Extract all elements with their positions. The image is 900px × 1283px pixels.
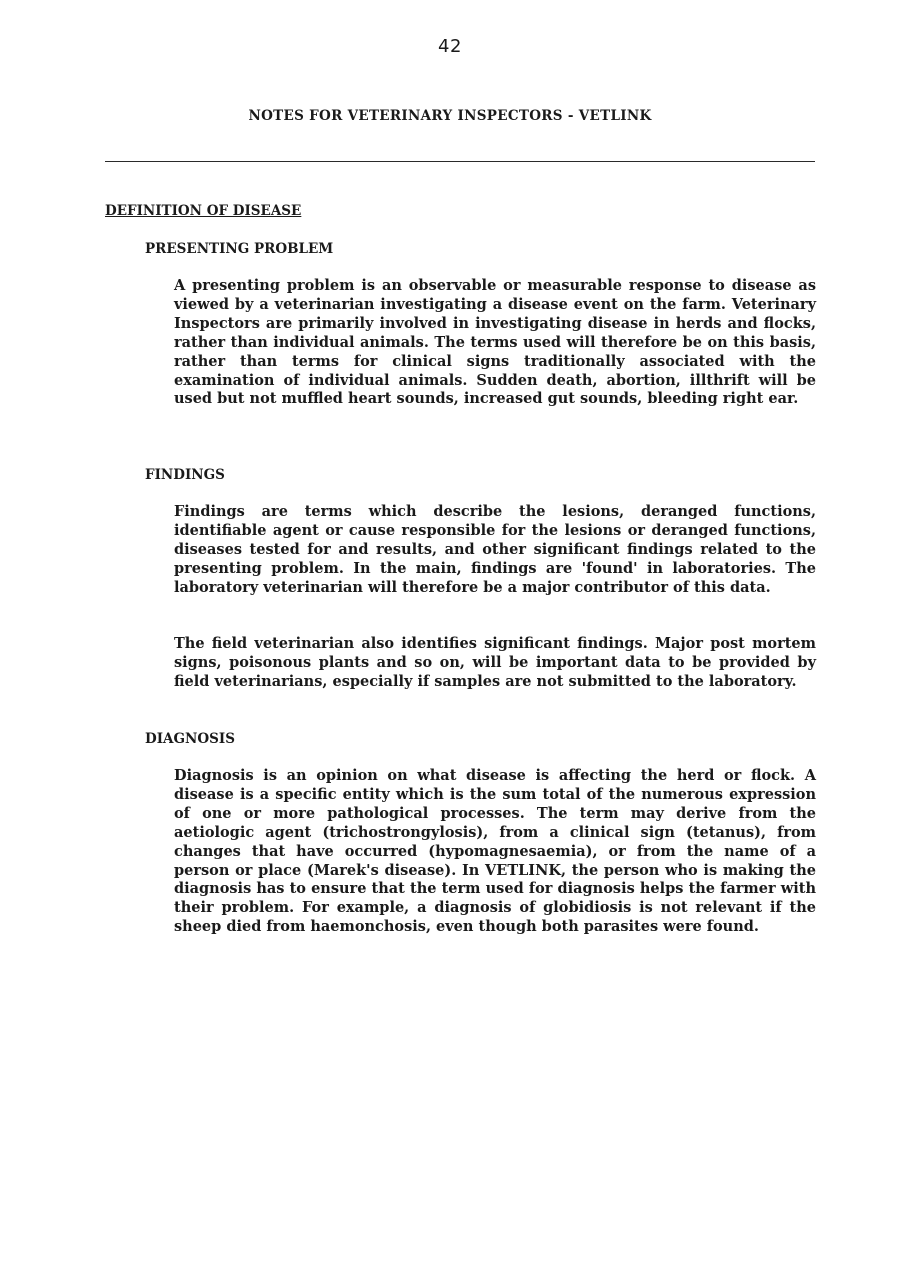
paragraph-presenting-problem: A presenting problem is an observable or measurable response to disease as viewed by a veterinarian investigating a disease event on the farm. Veterinary Inspectors are primarily involved in investigating disease in herds and flocks, rather than individual animals. The terms used will therefore be on this basis, rather than terms for clinical signs traditionally associated with the examination of individual animals. Sudden death, abortion, illthrift will be used but not muffled heart sounds, increased gut sounds, bleeding right ear. [174, 277, 816, 408]
subheading-presenting-problem: PRESENTING PROBLEM [145, 241, 334, 257]
header-rule [105, 161, 815, 162]
paragraph-findings-2: The field veterinarian also identifies significant findings. Major post mortem signs, poisonous plants and so on, will be important data to be provided by field veterinarians, especially if samples are not submitted to the laboratory. [174, 635, 816, 690]
section-title: DEFINITION OF DISEASE [105, 203, 302, 219]
paragraph-diagnosis: Diagnosis is an opinion on what disease is affecting the herd or flock. A disease is a specific entity which is the sum total of the numerous expression of one or more pathological processes. The term may derive from the aetiologic agent (trichostrongylosis), from a clinical sign (tetanus), from changes that have occurred (hypomagnesaemia), or from the name of a person or place (Marek's disease). In VETLINK, the person who is making the diagnosis has to ensure that the term used for diagnosis helps the farmer with their problem. For example, a diagnosis of globidiosis is not relevant if the sheep died from haemonchosis, even though both parasites were found. [174, 767, 816, 936]
page-number: 42 [438, 36, 462, 57]
running-header: NOTES FOR VETERINARY INSPECTORS - VETLINK [248, 108, 652, 124]
subheading-diagnosis: DIAGNOSIS [145, 731, 235, 747]
paragraph-findings-1: Findings are terms which describe the lesions, deranged functions, identifiable agent or cause responsible for the lesions or deranged functions, diseases tested for and results, and other significant findings related to the presenting problem. In the main, findings are 'found' in laboratories. The laboratory veterinarian will therefore be a major contributor of this data. [174, 503, 816, 596]
subheading-findings: FINDINGS [145, 467, 225, 483]
